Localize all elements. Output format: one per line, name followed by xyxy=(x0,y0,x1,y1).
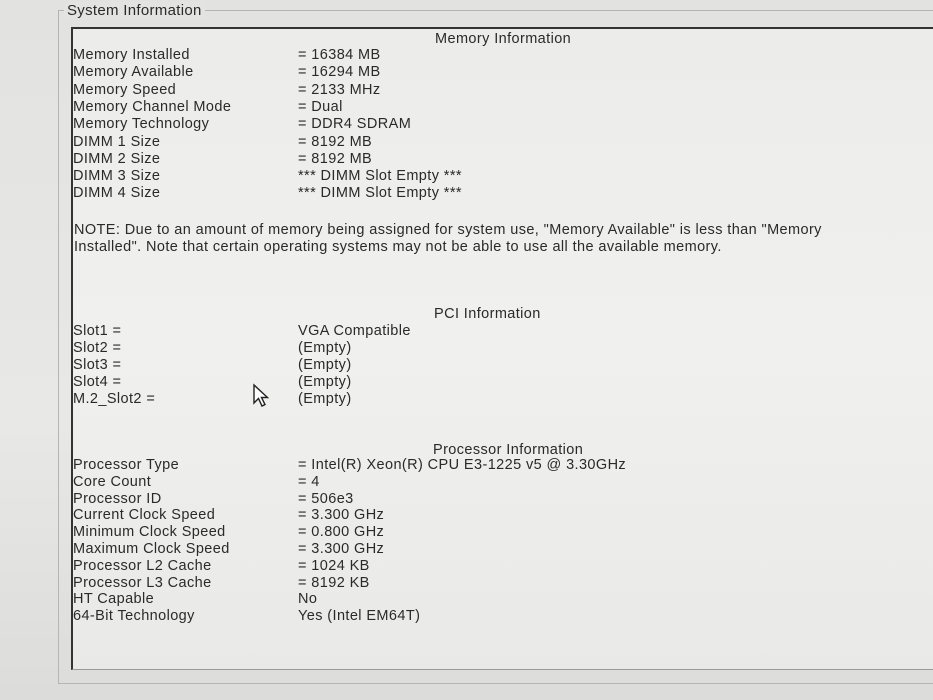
processor-label: Maximum Clock Speed xyxy=(73,541,230,557)
memory-value: = 16384 MB xyxy=(298,47,381,63)
pci-header: PCI Information xyxy=(434,306,541,322)
processor-header: Processor Information xyxy=(433,442,584,458)
pci-label: Slot3 = xyxy=(73,357,122,373)
pci-value: (Empty) xyxy=(298,357,352,373)
processor-label: Current Clock Speed xyxy=(73,507,216,524)
pci-value: VGA Compatible xyxy=(298,323,411,339)
processor-value: = Intel(R) Xeon(R) CPU E3-1225 v5 @ 3.30GHz xyxy=(298,457,627,473)
memory-label: DIMM 4 Size xyxy=(73,185,161,202)
memory-value: = Dual xyxy=(298,98,343,115)
memory-note: NOTE: Due to an amount of memory being assigned for system use, "Memory Available" is less than "Memory Installed". Note that certain operating systems may not be able to use all the available memory. xyxy=(74,222,822,255)
memory-value: = 2133 MHz xyxy=(298,81,381,98)
pci-value: (Empty) xyxy=(298,391,352,407)
processor-label: Processor L3 Cache xyxy=(73,574,212,591)
memory-value: = 8192 MB xyxy=(298,133,373,150)
memory-header: Memory Information xyxy=(435,31,572,47)
processor-value: = 3.300 GHz xyxy=(298,541,385,557)
processor-label: Minimum Clock Speed xyxy=(73,524,226,541)
memory-label: DIMM 2 Size xyxy=(73,150,161,167)
processor-label: 64-Bit Technology xyxy=(73,608,195,625)
processor-value: No xyxy=(298,591,318,608)
group-title: System Information xyxy=(64,2,205,19)
processor-value: = 1024 KB xyxy=(298,557,370,574)
memory-label: Memory Installed xyxy=(73,47,190,63)
processor-value: = 4 xyxy=(298,473,320,490)
memory-label: DIMM 3 Size xyxy=(73,168,161,185)
processor-value: = 506e3 xyxy=(298,490,354,507)
processor-label: Core Count xyxy=(73,473,152,490)
pci-label: Slot4 = xyxy=(73,374,122,390)
processor-label: Processor ID xyxy=(73,490,162,507)
memory-label: Memory Available xyxy=(73,64,194,81)
memory-value: *** DIMM Slot Empty *** xyxy=(298,168,462,185)
processor-label: Processor Type xyxy=(73,457,180,473)
pci-value: (Empty) xyxy=(298,340,352,356)
processor-value: = 8192 KB xyxy=(298,574,370,591)
pci-label: Slot2 = xyxy=(73,340,122,356)
processor-label: Processor L2 Cache xyxy=(73,557,212,574)
processor-label: HT Capable xyxy=(73,591,155,608)
processor-value: Yes (Intel EM64T) xyxy=(298,608,421,625)
mouse-pointer-icon xyxy=(252,383,272,409)
memory-value: = 16294 MB xyxy=(298,64,381,81)
memory-label: Memory Technology xyxy=(73,116,210,133)
processor-value: = 3.300 GHz xyxy=(298,507,385,524)
memory-label: DIMM 1 Size xyxy=(73,133,161,150)
memory-value: = 8192 MB xyxy=(298,150,373,167)
memory-label: Memory Channel Mode xyxy=(73,98,232,115)
memory-value: *** DIMM Slot Empty *** xyxy=(298,185,462,202)
pci-label: Slot1 = xyxy=(73,323,122,339)
pci-value: (Empty) xyxy=(298,374,352,390)
processor-value: = 0.800 GHz xyxy=(298,524,385,541)
memory-value: = DDR4 SDRAM xyxy=(298,116,412,133)
pci-label: M.2_Slot2 = xyxy=(73,391,156,407)
memory-label: Memory Speed xyxy=(73,81,177,98)
